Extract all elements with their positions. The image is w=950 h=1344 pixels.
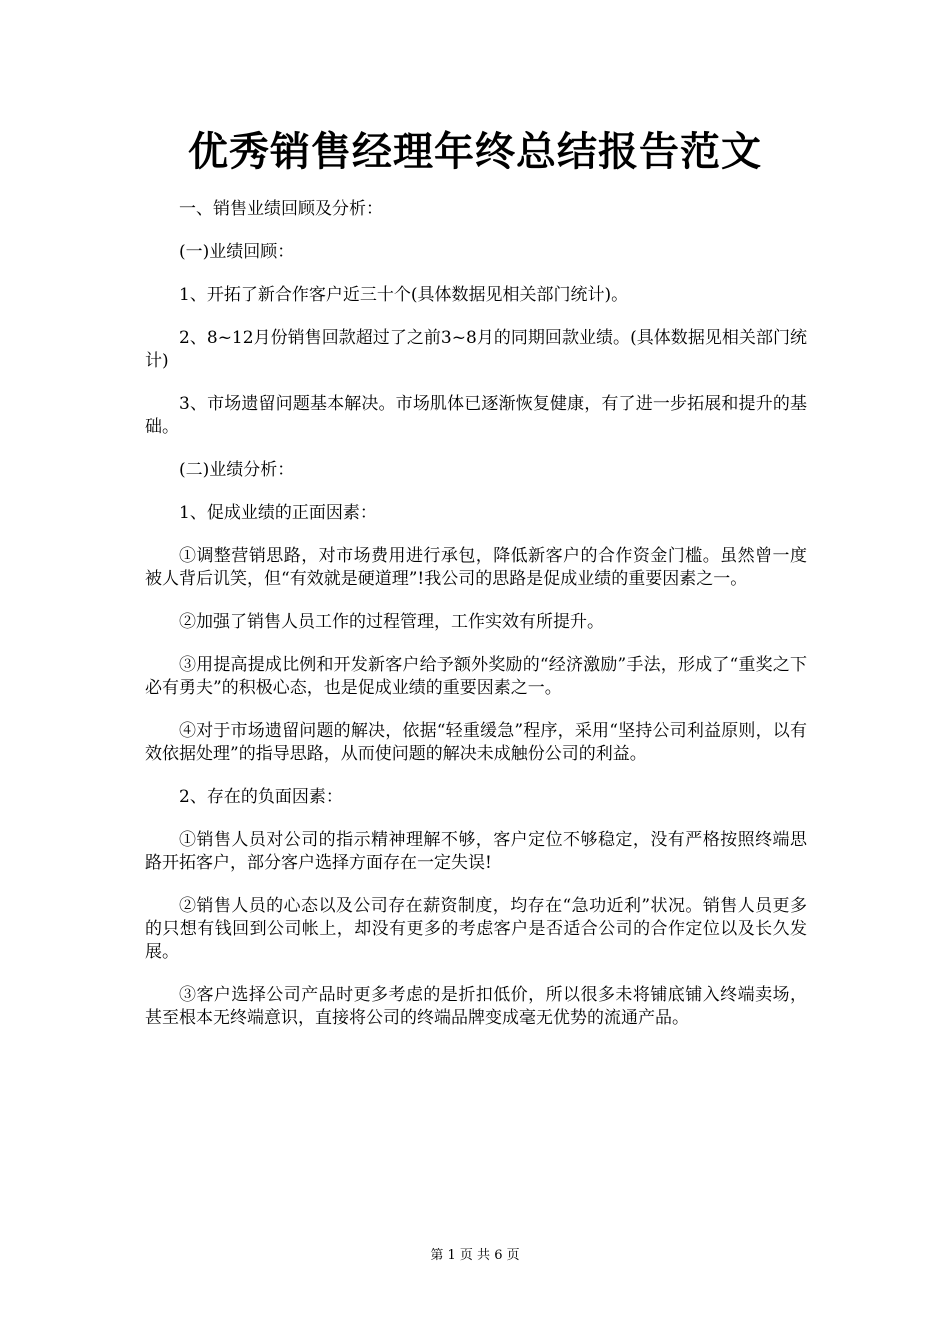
paragraph-new-clients: 1、开拓了新合作客户近三十个(具体数据见相关部门统计)。 [179, 285, 629, 305]
paragraph-positive-factor-3: ③用提高提成比例和开发新客户给予额外奖励的“经济激励”手法，形成了“重奖之下必有勇夫”的积极心态，也是促成业绩的重要因素之一。 [145, 655, 807, 698]
paragraph-negative-factor-2: ②销售人员的心态以及公司存在薪资制度，均存在“急功近利”状况。销售人员更多的只想有钱回到公司帐上，却没有更多的考虑客户是否适合公司的合作定位以及长久发展。 [145, 896, 807, 962]
section-heading-sales-review: 一、销售业绩回顾及分析： [179, 199, 383, 219]
paragraph-negative-factors-heading: 2、存在的负面因素： [179, 787, 343, 807]
subsection-heading-performance-analysis: (二)业绩分析： [179, 460, 295, 480]
page-footer: 第 1 页 共 6 页 [430, 1248, 520, 1263]
paragraph-legacy-issues: 3、市场遗留问题基本解决。市场肌体已逐渐恢复健康，有了进一步拓展和提升的基础。 [145, 394, 807, 437]
paragraph-negative-factor-3: ③客户选择公司产品时更多考虑的是折扣低价，所以很多未将铺底铺入终端卖场，甚至根本无终端意识，直接将公司的终端品牌变成毫无优势的流通产品。 [145, 985, 807, 1028]
paragraph-negative-factor-1: ①销售人员对公司的指示精神理解不够，客户定位不够稳定，没有严格按照终端思路开拓客户，部分客户选择方面存在一定失误! [145, 830, 807, 873]
document-title: 优秀销售经理年终总结报告范文 [188, 129, 762, 175]
document-body [145, 198, 807, 1050]
paragraph-payment-collection: 2、8~12月份销售回款超过了之前3~8月的同期回款业绩。(具体数据见相关部门统计) [145, 328, 807, 371]
paragraph-positive-factor-4: ④对于市场遗留问题的解决，依据“轻重缓急”程序，采用“坚持公司利益原则，以有效依据处理”的指导思路，从而使问题的解决未成触份公司的利益。 [145, 721, 807, 764]
paragraph-positive-factor-2: ②加强了销售人员工作的过程管理，工作实效有所提升。 [179, 612, 604, 632]
paragraph-positive-factor-1: ①调整营销思路，对市场费用进行承包，降低新客户的合作资金门槛。虽然曾一度被人背后讥笑，但“有效就是硬道理”!我公司的思路是促成业绩的重要因素之一。 [145, 546, 807, 589]
subsection-heading-performance-review: (一)业绩回顾： [179, 242, 295, 262]
paragraph-positive-factors-heading: 1、促成业绩的正面因素： [179, 503, 377, 523]
